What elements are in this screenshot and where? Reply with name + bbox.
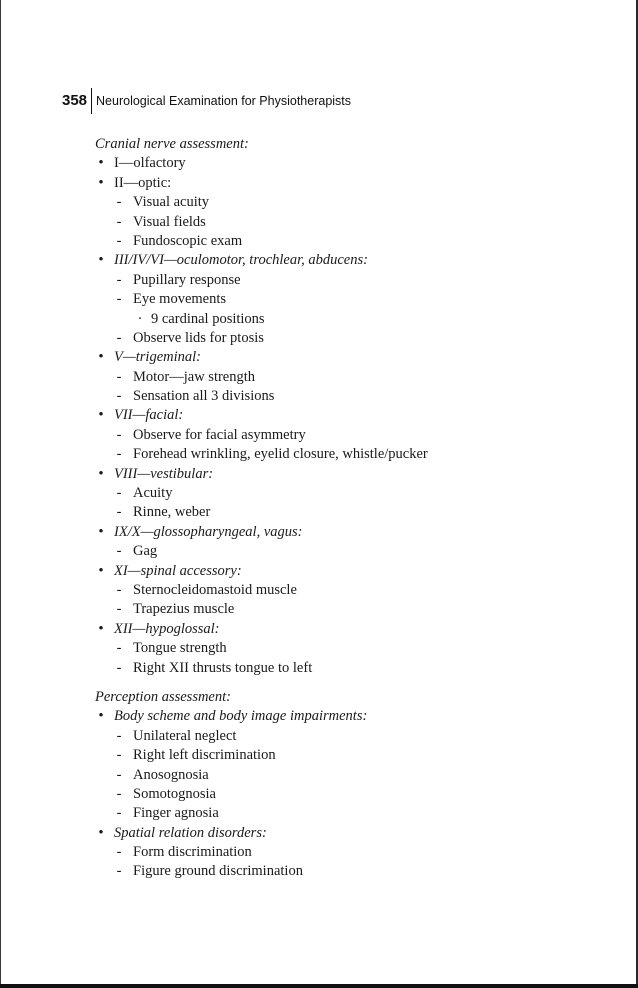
list-item-text: Figure ground discrimination bbox=[133, 863, 303, 880]
list-item-text: Unilateral neglect bbox=[133, 727, 237, 744]
list-item bbox=[95, 824, 615, 843]
list-item bbox=[95, 387, 615, 406]
list-item bbox=[95, 213, 615, 232]
dash-marker: - bbox=[116, 194, 122, 211]
bullet-marker: • bbox=[98, 523, 104, 540]
bullet-marker: • bbox=[98, 349, 104, 366]
list-item-text: Anosognosia bbox=[133, 766, 209, 783]
bullet-marker: • bbox=[98, 620, 104, 637]
list-item-text: XII—hypoglossal: bbox=[114, 620, 220, 637]
dash-marker: - bbox=[116, 601, 122, 618]
list-item-text: XI—spinal accessory: bbox=[114, 562, 242, 579]
list-item-text: Eye movements bbox=[133, 291, 227, 308]
list-item bbox=[95, 368, 615, 387]
dash-marker: - bbox=[116, 805, 122, 822]
list-item-text: Trapezius muscle bbox=[133, 601, 235, 618]
dash-marker: - bbox=[116, 844, 122, 861]
list-item bbox=[95, 581, 615, 600]
list-item-text: IX/X—glossopharyngeal, vagus: bbox=[114, 523, 303, 540]
list-item-text: Observe lids for ptosis bbox=[133, 329, 264, 346]
list-item bbox=[95, 251, 615, 270]
dash-marker: - bbox=[116, 213, 122, 230]
list-item-text: Visual acuity bbox=[133, 194, 210, 211]
list-item bbox=[95, 746, 615, 765]
page-frame-bottom bbox=[0, 984, 638, 988]
dash-marker: - bbox=[116, 543, 122, 560]
list-item bbox=[95, 329, 615, 348]
dash-marker: - bbox=[116, 504, 122, 521]
section-heading-perception: Perception assessment: bbox=[95, 688, 231, 705]
list-item-text: 9 cardinal positions bbox=[151, 310, 265, 327]
list-item bbox=[95, 620, 615, 639]
header-divider bbox=[91, 88, 92, 114]
dash-marker: - bbox=[116, 291, 122, 308]
list-item-text: III/IV/VI—oculomotor, trochlear, abducens: bbox=[114, 252, 368, 269]
list-item bbox=[95, 727, 615, 746]
dash-marker: - bbox=[116, 727, 122, 744]
list-item bbox=[95, 862, 615, 881]
list-item-text: II—optic: bbox=[114, 174, 172, 191]
list-item-text: Spatial relation disorders: bbox=[114, 824, 267, 841]
list-item bbox=[95, 426, 615, 445]
section-gap bbox=[95, 678, 615, 688]
list-item bbox=[95, 193, 615, 212]
running-header bbox=[62, 88, 351, 114]
bullet-marker: • bbox=[98, 465, 104, 482]
list-item bbox=[95, 271, 615, 290]
list-item-text: Somotognosia bbox=[133, 785, 216, 802]
bullet-marker: • bbox=[98, 174, 104, 191]
dash-marker: - bbox=[116, 659, 122, 676]
dash-marker: - bbox=[116, 271, 122, 288]
small-dash-marker: · bbox=[137, 310, 143, 327]
book-title: Neurological Examination for Physiotherapists bbox=[96, 94, 352, 108]
bullet-marker: • bbox=[98, 252, 104, 269]
list-item-text: Body scheme and body image impairments: bbox=[114, 708, 368, 725]
list-item-text: Tongue strength bbox=[133, 640, 227, 657]
list-item bbox=[95, 562, 615, 581]
list-item-text: Fundoscopic exam bbox=[133, 232, 243, 249]
list-item-text: Forehead wrinkling, eyelid closure, whistle/pucker bbox=[133, 446, 428, 463]
list-item bbox=[95, 804, 615, 823]
list-item-text: Finger agnosia bbox=[133, 805, 219, 822]
list-item-text: VII—facial: bbox=[114, 407, 184, 424]
list-item bbox=[95, 484, 615, 503]
dash-marker: - bbox=[116, 388, 122, 405]
dash-marker: - bbox=[116, 785, 122, 802]
list-item bbox=[95, 348, 615, 367]
list-item-text: I—olfactory bbox=[114, 155, 186, 172]
dash-marker: - bbox=[116, 581, 122, 598]
list-item bbox=[95, 465, 615, 484]
list-item-text: V—trigeminal: bbox=[114, 349, 201, 366]
list-item bbox=[95, 445, 615, 464]
dash-marker: - bbox=[116, 766, 122, 783]
dash-marker: - bbox=[116, 368, 122, 385]
section-heading-cranial: Cranial nerve assessment: bbox=[95, 136, 249, 152]
dash-marker: - bbox=[116, 485, 122, 502]
list-item bbox=[95, 290, 615, 309]
list-item bbox=[95, 232, 615, 251]
list-item bbox=[95, 659, 615, 678]
list-item-text: Gag bbox=[133, 543, 158, 560]
page-content bbox=[95, 135, 615, 882]
page-frame-left bbox=[0, 0, 1, 988]
list-item-text: Sensation all 3 divisions bbox=[133, 388, 275, 405]
list-item bbox=[95, 542, 615, 561]
list-item bbox=[95, 154, 615, 173]
dash-marker: - bbox=[116, 863, 122, 880]
dash-marker: - bbox=[116, 747, 122, 764]
list-item-text: Motor—jaw strength bbox=[133, 368, 256, 385]
list-item bbox=[95, 523, 615, 542]
list-item-text: Rinne, weber bbox=[133, 504, 211, 521]
list-item bbox=[95, 406, 615, 425]
list-item-text: Pupillary response bbox=[133, 271, 241, 288]
list-item bbox=[95, 503, 615, 522]
dash-marker: - bbox=[116, 446, 122, 463]
list-item-text: VIII—vestibular: bbox=[114, 465, 214, 482]
list-item bbox=[95, 600, 615, 619]
dash-marker: - bbox=[116, 640, 122, 657]
list-item-text: Form discrimination bbox=[133, 844, 252, 861]
dash-marker: - bbox=[116, 329, 122, 346]
bullet-marker: • bbox=[98, 824, 104, 841]
bullet-marker: • bbox=[98, 708, 104, 725]
bullet-marker: • bbox=[98, 562, 104, 579]
list-item-text: Observe for facial asymmetry bbox=[133, 426, 306, 443]
list-item bbox=[95, 310, 615, 329]
list-item bbox=[95, 639, 615, 658]
list-item bbox=[95, 785, 615, 804]
list-item-text: Acuity bbox=[133, 485, 173, 502]
list-item bbox=[95, 766, 615, 785]
list-item bbox=[95, 843, 615, 862]
page-number: 358 bbox=[62, 92, 88, 109]
list-item bbox=[95, 174, 615, 193]
list-item bbox=[95, 707, 615, 726]
list-item-text: Right XII thrusts tongue to left bbox=[133, 659, 313, 676]
dash-marker: - bbox=[116, 232, 122, 249]
list-item-text: Sternocleidomastoid muscle bbox=[133, 581, 297, 598]
list-item-text: Visual fields bbox=[133, 213, 206, 230]
bullet-marker: • bbox=[98, 155, 104, 172]
list-item-text: Right left discrimination bbox=[133, 747, 276, 764]
bullet-marker: • bbox=[98, 407, 104, 424]
dash-marker: - bbox=[116, 426, 122, 443]
